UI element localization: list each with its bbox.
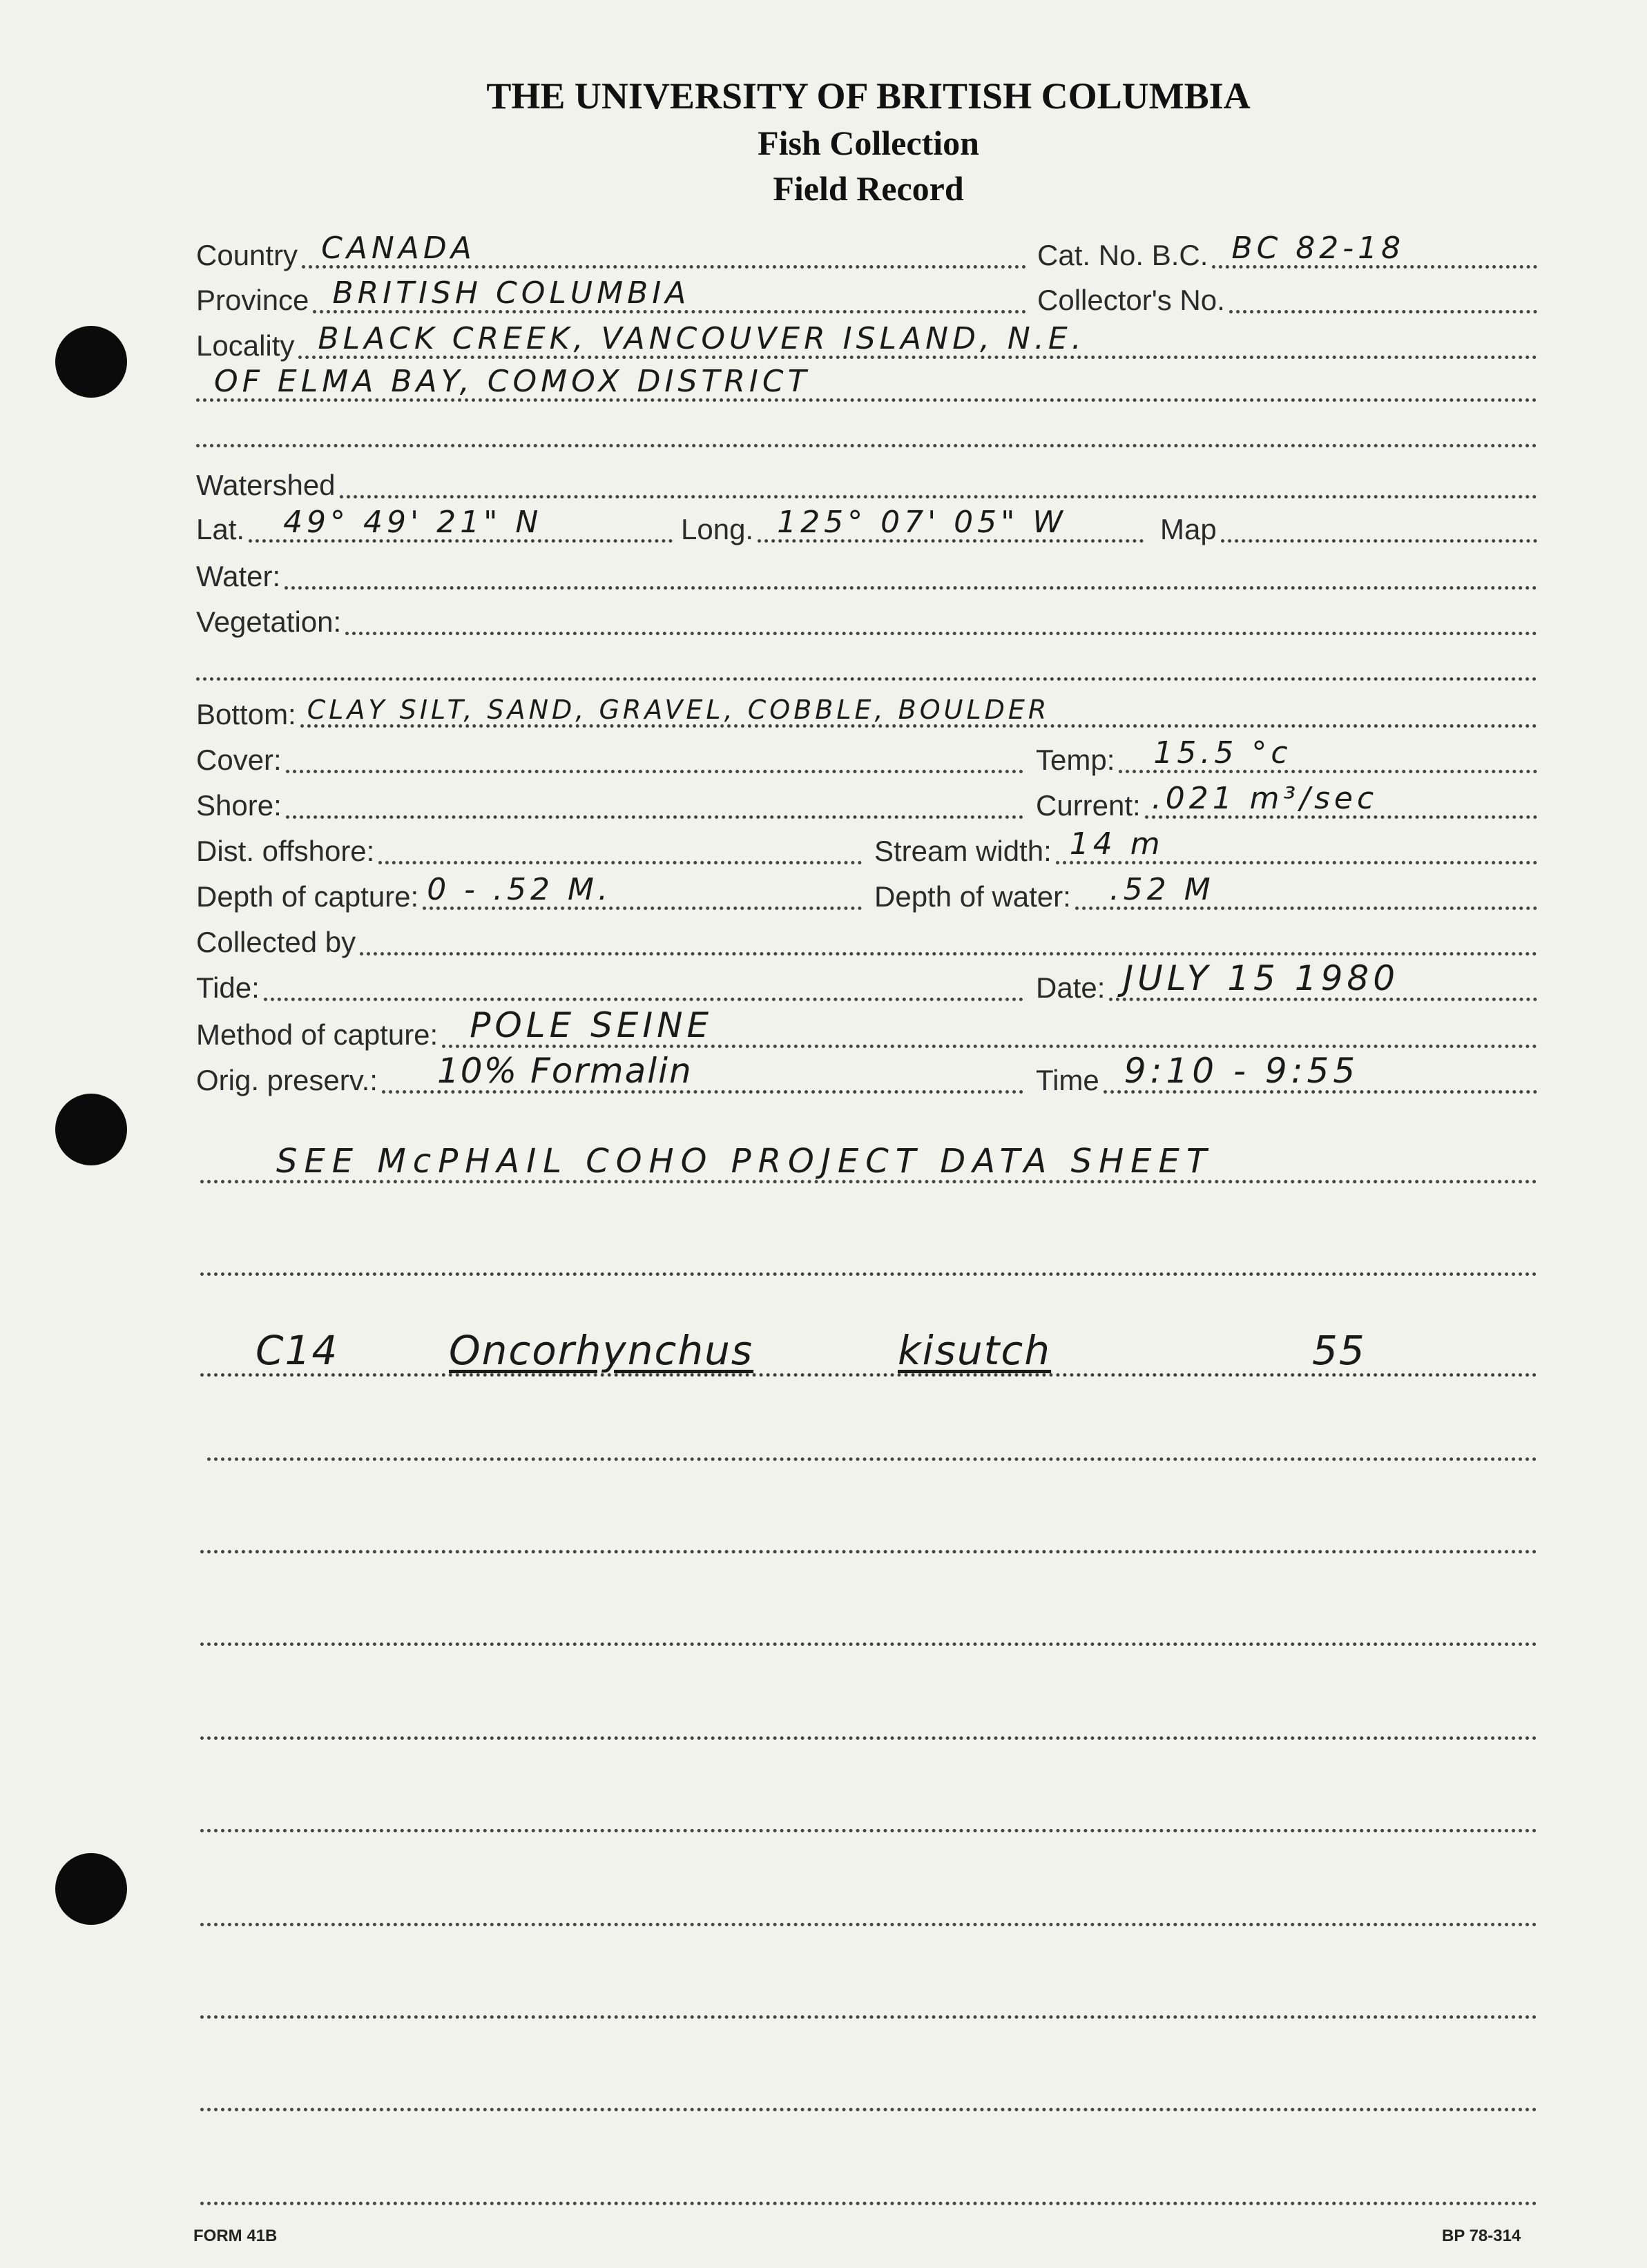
collection-subtitle: Fish Collection xyxy=(758,124,979,162)
notes-line-9 xyxy=(200,1889,1537,1930)
cover-field[interactable] xyxy=(286,736,1023,777)
country-field[interactable] xyxy=(302,231,1026,273)
orig-preserv-field[interactable] xyxy=(382,1051,1023,1098)
stream-width-row xyxy=(874,827,1537,869)
notes-line-7 xyxy=(200,1703,1537,1744)
tide-row xyxy=(196,964,1023,1005)
depth-capture-label: Depth of capture: xyxy=(196,880,419,913)
orig-preserv-value: 10% Formalin xyxy=(436,1051,693,1091)
province-label: Province xyxy=(196,284,309,316)
species-name: kisutch xyxy=(898,1327,1052,1374)
depth-water-label: Depth of water: xyxy=(874,880,1071,913)
notes-field-8[interactable] xyxy=(200,1795,1537,1836)
specimen-line xyxy=(200,1326,1537,1381)
dist-offshore-label: Dist. offshore: xyxy=(196,835,375,867)
specimen-field[interactable] xyxy=(200,1326,1537,1381)
bottom-row xyxy=(196,690,1537,732)
date-value: JULY 15 1980 xyxy=(1123,958,1400,998)
depth-water-row xyxy=(874,873,1537,914)
time-value: 9:10 - 9:55 xyxy=(1124,1051,1360,1091)
cat-no-value: BC 82-18 xyxy=(1231,231,1405,266)
temp-field[interactable] xyxy=(1119,736,1537,777)
print-code: BP 78-314 xyxy=(1442,2227,1521,2245)
notes-line-1 xyxy=(200,1142,1537,1188)
notes-line-10 xyxy=(200,1981,1537,2023)
temp-value: 15.5 °c xyxy=(1153,735,1292,770)
vegetation-row-2 xyxy=(196,643,1537,685)
collected-by-label: Collected by xyxy=(196,926,356,958)
province-value: BRITISH COLUMBIA xyxy=(332,275,691,311)
punch-hole-top xyxy=(55,326,127,398)
locality-field-2[interactable] xyxy=(196,365,1537,406)
dist-offshore-field[interactable] xyxy=(378,827,862,869)
province-field[interactable] xyxy=(313,276,1026,318)
cat-no-label: Cat. No. B.C. xyxy=(1037,239,1208,271)
watershed-label: Watershed xyxy=(196,469,336,501)
tide-label: Tide: xyxy=(196,971,260,1004)
university-title: THE UNIVERSITY OF BRITISH COLUMBIA xyxy=(486,75,1251,117)
catalog-code: C14 xyxy=(256,1327,339,1374)
notes-field-7[interactable] xyxy=(200,1703,1537,1744)
water-label: Water: xyxy=(196,560,281,592)
map-field[interactable] xyxy=(1221,505,1537,547)
punch-hole-bottom xyxy=(55,1853,127,1925)
collected-by-row xyxy=(196,918,1537,960)
water-row xyxy=(196,552,1537,594)
notes-line-11 xyxy=(200,2074,1537,2115)
cat-no-field[interactable] xyxy=(1212,231,1537,273)
date-label: Date: xyxy=(1036,971,1106,1004)
notes-line-5 xyxy=(200,1516,1537,1558)
locality-value-line-2: OF ELMA BAY, COMOX DISTRICT xyxy=(214,364,811,399)
locality-label: Locality xyxy=(196,329,295,362)
country-row xyxy=(196,231,1026,273)
orig-preserv-row xyxy=(196,1051,1023,1098)
long-value: 125° 07' 05" W xyxy=(777,505,1067,540)
lat-row xyxy=(196,505,673,547)
punch-hole-middle xyxy=(55,1094,127,1165)
method-value: POLE SEINE xyxy=(470,1005,713,1045)
depth-capture-value: 0 - .52 M. xyxy=(427,872,612,907)
method-field[interactable] xyxy=(442,1005,1537,1052)
watershed-row xyxy=(196,461,1537,503)
locality-field[interactable] xyxy=(298,322,1537,363)
cat-no-row xyxy=(1037,231,1537,273)
locality-row-2 xyxy=(196,365,1537,406)
map-label: Map xyxy=(1160,513,1217,545)
current-label: Current: xyxy=(1036,789,1141,822)
method-label: Method of capture: xyxy=(196,1018,439,1051)
time-field[interactable] xyxy=(1104,1051,1537,1098)
form-number: FORM 41B xyxy=(193,2227,278,2245)
shore-row xyxy=(196,782,1023,823)
notes-line-12 xyxy=(200,2168,1537,2209)
notes-line-1-text: SEE McPHAIL COHO PROJECT DATA SHEET xyxy=(276,1142,1214,1181)
method-row xyxy=(196,1005,1537,1052)
dist-offshore-row xyxy=(196,827,862,869)
stream-width-field[interactable] xyxy=(1056,827,1537,869)
depth-water-value: .52 M xyxy=(1109,872,1215,907)
notes-field-4[interactable] xyxy=(207,1424,1537,1465)
vegetation-label: Vegetation: xyxy=(196,605,342,638)
stream-width-label: Stream width: xyxy=(874,835,1052,867)
cover-label: Cover: xyxy=(196,744,282,776)
vegetation-row xyxy=(196,598,1537,639)
tide-field[interactable] xyxy=(264,964,1023,1005)
date-field[interactable] xyxy=(1109,958,1537,1005)
watershed-field[interactable] xyxy=(340,461,1537,503)
date-row xyxy=(1036,958,1537,1005)
notes-field-6[interactable] xyxy=(200,1609,1537,1650)
collected-by-field[interactable] xyxy=(360,918,1537,960)
collector-no-label: Collector's No. xyxy=(1037,284,1225,316)
specimen-count: 55 xyxy=(1312,1327,1366,1374)
country-value: CANADA xyxy=(321,231,476,266)
depth-water-field[interactable] xyxy=(1075,873,1537,914)
bottom-value: CLAY SILT, SAND, GRAVEL, COBBLE, BOULDER xyxy=(307,695,1050,725)
vegetation-field[interactable] xyxy=(345,598,1537,639)
depth-capture-field[interactable] xyxy=(423,873,862,914)
shore-field[interactable] xyxy=(286,782,1023,823)
lat-value: 49° 49' 21" N xyxy=(283,505,543,540)
shore-label: Shore: xyxy=(196,789,282,822)
vegetation-field-2[interactable] xyxy=(196,643,1537,685)
notes-line-4 xyxy=(207,1424,1537,1465)
locality-value-line-1: BLACK CREEK, VANCOUVER ISLAND, N.E. xyxy=(318,321,1086,356)
country-label: Country xyxy=(196,239,298,271)
collector-no-row xyxy=(1037,276,1537,318)
depth-capture-row xyxy=(196,873,862,914)
notes-line-8 xyxy=(200,1795,1537,1836)
genus-name: Oncorhynchus xyxy=(449,1327,754,1374)
notes-line-2 xyxy=(200,1239,1537,1280)
time-row xyxy=(1036,1051,1537,1098)
lat-field[interactable] xyxy=(249,505,673,547)
long-field[interactable] xyxy=(758,505,1144,547)
notes-field-2[interactable] xyxy=(200,1239,1537,1280)
current-value: .021 m³/sec xyxy=(1151,781,1378,816)
form-title: Field Record xyxy=(773,169,964,208)
collector-no-field[interactable] xyxy=(1229,276,1537,318)
stream-width-value: 14 m xyxy=(1069,826,1164,862)
notes-field-5[interactable] xyxy=(200,1516,1537,1558)
current-row xyxy=(1036,782,1537,823)
notes-field-1[interactable] xyxy=(200,1142,1537,1188)
notes-field-9[interactable] xyxy=(200,1889,1537,1930)
bottom-field[interactable] xyxy=(300,690,1537,732)
province-row xyxy=(196,276,1026,318)
map-row xyxy=(1160,505,1537,547)
current-field[interactable] xyxy=(1145,782,1537,823)
locality-row-3 xyxy=(196,410,1537,452)
long-row xyxy=(681,505,1144,547)
bottom-label: Bottom: xyxy=(196,698,296,730)
notes-line-6 xyxy=(200,1609,1537,1650)
locality-field-3[interactable] xyxy=(196,410,1537,452)
temp-row xyxy=(1036,736,1537,777)
time-label: Time xyxy=(1036,1064,1099,1096)
orig-preserv-label: Orig. preserv.: xyxy=(196,1064,378,1096)
water-field[interactable] xyxy=(285,552,1537,594)
notes-field-12[interactable] xyxy=(200,2168,1537,2209)
locality-row xyxy=(196,322,1537,363)
cover-row xyxy=(196,736,1023,777)
lat-label: Lat. xyxy=(196,513,245,545)
notes-field-10[interactable] xyxy=(200,1981,1537,2023)
temp-label: Temp: xyxy=(1036,744,1115,776)
long-label: Long. xyxy=(681,513,754,545)
notes-field-11[interactable] xyxy=(200,2074,1537,2115)
